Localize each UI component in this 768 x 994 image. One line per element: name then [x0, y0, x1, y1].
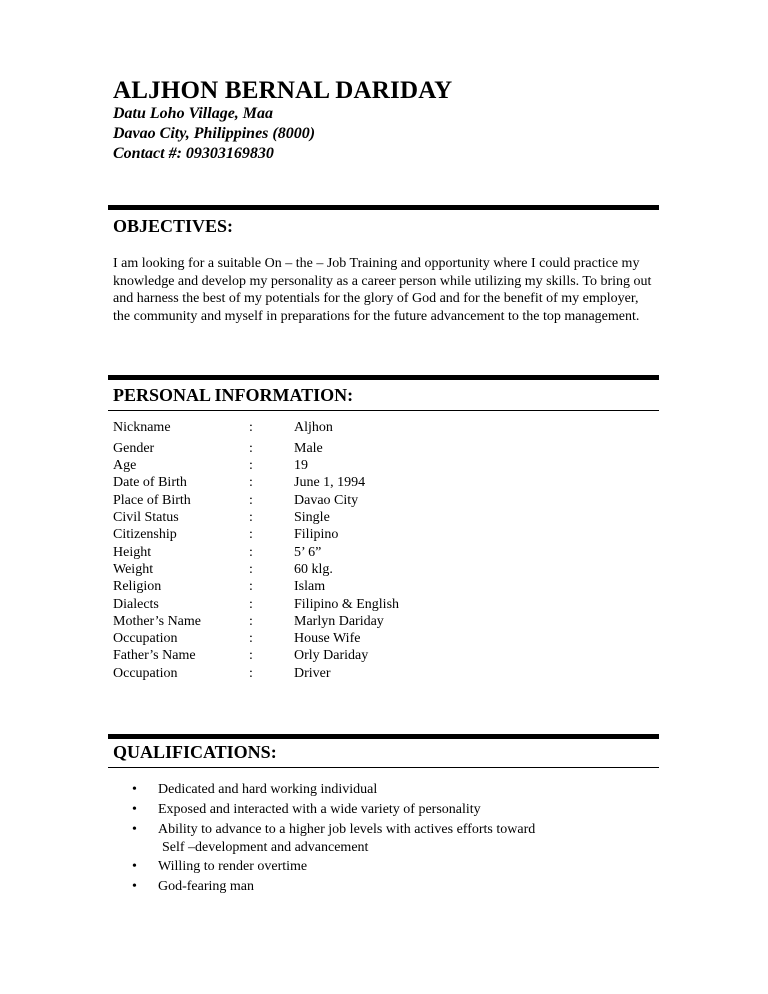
info-separator: :: [249, 420, 253, 435]
section-divider-qualifications: [108, 734, 659, 739]
info-value: Single: [294, 510, 330, 525]
info-separator: :: [249, 648, 253, 663]
info-separator: :: [249, 666, 253, 681]
info-value: Male: [294, 441, 323, 456]
section-divider-personal: [108, 375, 659, 380]
qualification-text: Dedicated and hard working individual: [158, 782, 378, 797]
qualifications-heading: QUALIFICATIONS:: [113, 742, 277, 762]
bullet-icon: •: [132, 859, 137, 874]
info-value: June 1, 1994: [294, 475, 366, 490]
qualification-text: Ability to advance to a higher job levels with actives efforts toward: [158, 822, 536, 837]
info-separator: :: [249, 579, 253, 594]
objectives-text: I am looking for a suitable On – the – Job Training and opportunity where I could practice my knowledge and develop my personality as a career person while utilizing my skills. To bring out and harness the best of my potentials for the glory of God and for the benefit of my employer, the community and myself in preparations for the future advancement to the top management.: [113, 256, 652, 324]
personal-info-heading: PERSONAL INFORMATION:: [113, 385, 354, 405]
address-line-1: Datu Loho Village, Maa: [113, 105, 274, 122]
personal-info-underline: [108, 410, 659, 411]
applicant-name: ALJHON BERNAL DARIDAY: [113, 77, 453, 104]
info-label: Mother’s Name: [113, 614, 201, 629]
info-label: Religion: [113, 579, 162, 594]
info-label: Civil Status: [113, 510, 179, 525]
bullet-icon: •: [132, 822, 137, 837]
info-separator: :: [249, 614, 253, 629]
info-label: Citizenship: [113, 527, 177, 542]
info-label: Place of Birth: [113, 493, 191, 508]
info-separator: :: [249, 631, 253, 646]
info-value: 60 klg.: [294, 562, 333, 577]
info-label: Occupation: [113, 631, 178, 646]
info-value: Filipino: [294, 527, 339, 542]
qualification-text: God-fearing man: [158, 879, 255, 894]
info-label: Date of Birth: [113, 475, 187, 490]
info-separator: :: [249, 510, 253, 525]
info-value: Marlyn Dariday: [294, 614, 384, 629]
info-separator: :: [249, 545, 253, 560]
info-label: Father’s Name: [113, 648, 196, 663]
info-separator: :: [249, 458, 253, 473]
info-separator: :: [249, 493, 253, 508]
qualification-text-continuation: Self –development and advancement: [162, 840, 369, 855]
info-separator: :: [249, 475, 253, 490]
info-value: 19: [294, 458, 308, 473]
info-value: Driver: [294, 666, 331, 681]
info-label: Age: [113, 458, 137, 473]
info-value: Islam: [294, 579, 326, 594]
qualifications-underline: [108, 767, 659, 768]
info-label: Height: [113, 545, 152, 560]
info-label: Gender: [113, 441, 155, 456]
info-label: Occupation: [113, 666, 178, 681]
bullet-icon: •: [132, 879, 137, 894]
info-label: Weight: [113, 562, 154, 577]
info-value: Filipino & English: [294, 597, 400, 612]
qualification-text: Exposed and interacted with a wide variety of personality: [158, 802, 481, 817]
info-separator: :: [249, 562, 253, 577]
bullet-icon: •: [132, 782, 137, 797]
info-separator: :: [249, 597, 253, 612]
info-value: Davao City: [294, 493, 359, 508]
qualification-text: Willing to render overtime: [158, 859, 308, 874]
info-value: Orly Dariday: [294, 648, 369, 663]
info-separator: :: [249, 527, 253, 542]
bullet-icon: •: [132, 802, 137, 817]
objectives-heading: OBJECTIVES:: [113, 216, 234, 236]
contact-number: Contact #: 09303169830: [113, 145, 274, 162]
section-divider-objectives: [108, 205, 659, 210]
info-label: Dialects: [113, 597, 159, 612]
info-value: House Wife: [294, 631, 361, 646]
address-line-2: Davao City, Philippines (8000): [113, 125, 316, 142]
info-value: 5’ 6”: [294, 545, 322, 560]
info-value: Aljhon: [294, 420, 333, 435]
info-label: Nickname: [113, 420, 171, 435]
info-separator: :: [249, 441, 253, 456]
